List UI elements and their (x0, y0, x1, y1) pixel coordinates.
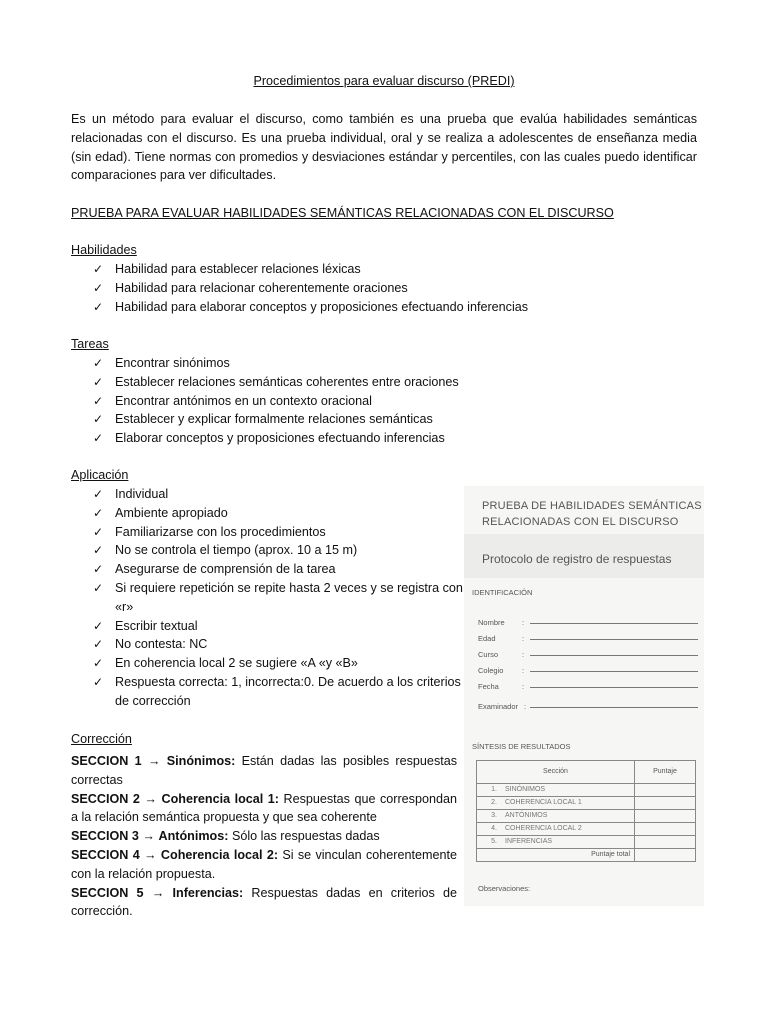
check-icon: ✓ (93, 280, 104, 295)
correccion-list (71, 752, 457, 921)
check-icon: ✓ (93, 505, 104, 520)
form-observaciones: Observaciones: (478, 884, 531, 893)
test-heading: PRUEBA PARA EVALUAR HABILIDADES SEMÁNTICAS RELACIONADAS CON EL DISCURSO (71, 206, 614, 220)
list-item: ✓ Establecer relaciones semánticas coherentes entre oraciones (93, 373, 693, 392)
list-item: ✓ Elaborar conceptos y proposiciones efectuando inferencias (93, 429, 693, 448)
arrow-right-icon: → (142, 829, 155, 844)
check-icon: ✓ (93, 543, 104, 558)
check-icon: ✓ (93, 374, 104, 389)
habilidades-heading: Habilidades (71, 243, 137, 257)
form-field-colegio: Colegio : (478, 662, 700, 674)
aplicacion-heading: Aplicación (71, 468, 129, 482)
form-field-curso: Curso : (478, 646, 700, 658)
list-item: SECCION 3 → Antónimos: Sólo las respuestas dadas (71, 829, 380, 844)
list-item: ✓ Individual (93, 485, 465, 504)
form-field-fecha: Fecha : (478, 678, 700, 690)
intro-paragraph: Es un método para evaluar el discurso, como también es una prueba que evalúa habilidades semánticas relacionadas con el discurso. Es una prueba individual, oral y se realiza a adolescentes de enseñanza media (sin edad). Tiene normas con promedios y desviaciones estándar y percentiles, con las cuales puedo identificar comparaciones para ver dificultades. (71, 112, 697, 183)
table-total-row: Puntaje total (477, 849, 696, 862)
check-icon: ✓ (93, 580, 104, 595)
check-icon: ✓ (93, 674, 104, 689)
check-icon: ✓ (93, 262, 104, 276)
list-item: SECCION 1 → Sinónimos: Están dadas las posibles respuestas correctas (71, 754, 458, 787)
list-item: ✓ Ambiente apropiado (93, 504, 465, 523)
aplicacion-list (93, 485, 465, 711)
tareas-list (93, 354, 693, 448)
table-row: 4. COHERENCIA LOCAL 2 (477, 823, 696, 836)
form-subtitle: Protocolo de registro de respuestas (482, 552, 672, 566)
list-item: ✓ No contesta: NC (93, 635, 465, 654)
list-item: ✓ Habilidad para establecer relaciones léxicas (93, 260, 693, 279)
list-item: ✓ Habilidad para relacionar coherentemente oraciones (93, 279, 693, 298)
form-title: PRUEBA DE HABILIDADES SEMÁNTICAS RELACIONADAS CON EL DISCURSO (482, 500, 702, 528)
list-item: ✓ No se controla el tiempo (aprox. 10 a 15 m) (93, 541, 465, 560)
list-item: ✓ Encontrar sinónimos (93, 354, 693, 373)
table-header: Sección Puntaje (477, 761, 696, 784)
form-sintesis-label: SÍNTESIS DE RESULTADOS (472, 742, 571, 751)
arrow-right-icon: → (144, 791, 157, 806)
list-item: ✓ En coherencia local 2 se sugiere «A «y «B» (93, 654, 465, 673)
check-icon: ✓ (93, 299, 104, 314)
list-item: ✓ Respuesta correcta: 1, incorrecta:0. De acuerdo a los criterios de corrección (93, 674, 461, 708)
list-item: ✓ Familiarizarse con los procedimientos (93, 523, 465, 542)
list-item: ✓ Si requiere repetición se repite hasta 2 veces y se registra con «r» (93, 580, 463, 614)
check-icon: ✓ (93, 412, 104, 427)
check-icon: ✓ (93, 618, 104, 633)
list-item: ✓ Habilidad para elaborar conceptos y proposiciones efectuando inferencias (93, 298, 693, 317)
tareas-heading: Tareas (71, 337, 109, 351)
form-field-nombre: Nombre : (478, 614, 700, 626)
correccion-heading: Corrección (71, 732, 132, 746)
check-icon: ✓ (93, 356, 104, 370)
list-item: SECCION 5 → Inferencias: Respuestas dadas en criterios de corrección. (71, 885, 458, 919)
check-icon: ✓ (93, 431, 104, 446)
list-item: ✓ Encontrar antónimos en un contexto oracional (93, 392, 693, 411)
check-icon: ✓ (93, 487, 104, 501)
list-item: SECCION 4 → Coherencia local 2: Si se vinculan coherentemente con la relación propuesta. (71, 847, 457, 881)
habilidades-list (93, 260, 693, 316)
table-row: 3. ANTÓNIMOS (477, 810, 696, 823)
form-field-examinador: Examinador : (478, 698, 700, 710)
arrow-right-icon: → (151, 885, 165, 900)
table-row: 2. COHERENCIA LOCAL 1 (477, 797, 696, 810)
check-icon: ✓ (93, 562, 104, 577)
document-title: Procedimientos para evaluar discurso (PREDI) (253, 74, 515, 88)
table-row: 5. INFERENCIAS (477, 836, 696, 849)
list-item: SECCION 2 → Coherencia local 1: Respuestas que correspondan a la relación semántica propuesta y que sea coherente (71, 791, 457, 825)
list-item: ✓ Establecer y explicar formalmente relaciones semánticas (93, 410, 693, 429)
check-icon: ✓ (93, 524, 104, 539)
check-icon: ✓ (93, 393, 104, 408)
list-item: ✓ Asegurarse de comprensión de la tarea (93, 560, 465, 579)
arrow-right-icon: → (147, 754, 161, 768)
arrow-right-icon: → (144, 847, 157, 862)
results-table (476, 760, 696, 862)
form-identificacion-label: IDENTIFICACIÓN (472, 588, 533, 597)
protocol-form-image (464, 486, 704, 906)
list-item: ✓ Escribir textual (93, 617, 465, 636)
form-field-edad: Edad : (478, 630, 700, 642)
check-icon: ✓ (93, 656, 104, 671)
check-icon: ✓ (93, 637, 104, 652)
table-row: 1. SINÓNIMOS (477, 784, 696, 797)
